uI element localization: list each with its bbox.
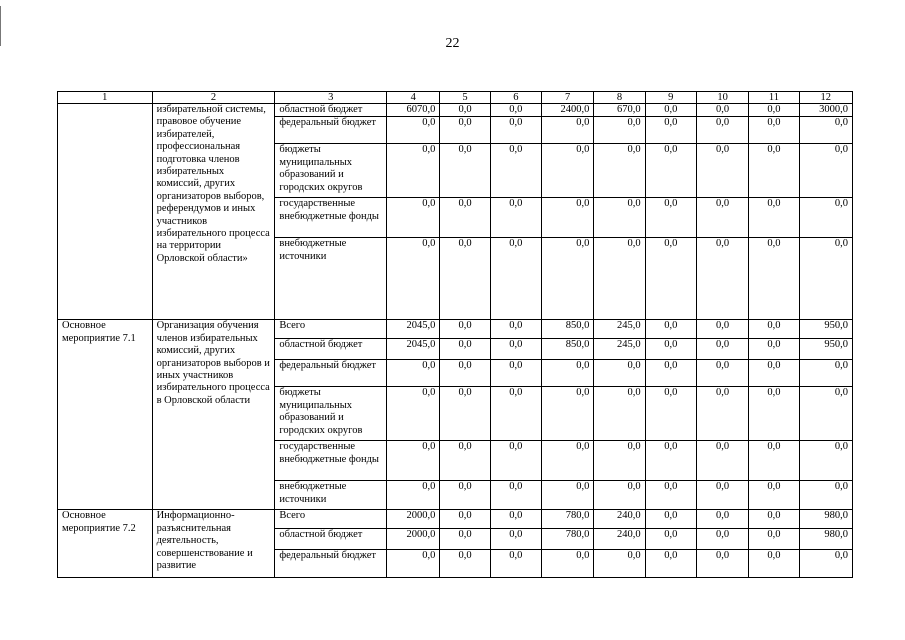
- amount-cell: 0,0: [490, 360, 541, 387]
- amount-cell: 0,0: [440, 339, 490, 360]
- amount-cell: 0,0: [594, 387, 645, 441]
- amount-cell: 850,0: [542, 320, 594, 339]
- amount-cell: 0,0: [594, 550, 645, 578]
- amount-cell: 0,0: [645, 441, 696, 481]
- amount-cell: 240,0: [594, 510, 645, 529]
- header-cell: 10: [696, 92, 748, 104]
- amount-cell: 0,0: [645, 117, 696, 144]
- amount-cell: 0,0: [749, 144, 799, 198]
- amount-cell: 0,0: [799, 481, 852, 510]
- amount-cell: 0,0: [440, 360, 490, 387]
- header-cell: 6: [490, 92, 541, 104]
- amount-cell: 0,0: [799, 387, 852, 441]
- amount-cell: 2045,0: [387, 339, 440, 360]
- funding-source-cell: Всего: [275, 510, 387, 529]
- amount-cell: 0,0: [542, 387, 594, 441]
- amount-cell: 0,0: [542, 144, 594, 198]
- amount-cell: 0,0: [645, 144, 696, 198]
- amount-cell: 0,0: [387, 550, 440, 578]
- table-body: [58, 104, 853, 578]
- table-row: [58, 510, 853, 529]
- amount-cell: 0,0: [799, 117, 852, 144]
- amount-cell: 0,0: [387, 360, 440, 387]
- amount-cell: 0,0: [696, 360, 748, 387]
- amount-cell: 0,0: [696, 320, 748, 339]
- amount-cell: 0,0: [387, 441, 440, 481]
- amount-cell: 0,0: [387, 238, 440, 320]
- funding-source-cell: бюджеты муниципальных образований и городских округов: [275, 144, 387, 198]
- header-row: [58, 92, 853, 104]
- amount-cell: 0,0: [696, 481, 748, 510]
- amount-cell: 0,0: [645, 238, 696, 320]
- amount-cell: 0,0: [749, 198, 799, 238]
- header-cell: 4: [387, 92, 440, 104]
- amount-cell: 0,0: [645, 481, 696, 510]
- amount-cell: 0,0: [440, 320, 490, 339]
- activity-code-cell: [58, 104, 153, 320]
- amount-cell: 0,0: [490, 117, 541, 144]
- amount-cell: 0,0: [749, 117, 799, 144]
- amount-cell: 0,0: [594, 198, 645, 238]
- amount-cell: 0,0: [696, 238, 748, 320]
- activity-code-cell: Основное мероприятие 7.1: [58, 320, 153, 510]
- amount-cell: 0,0: [749, 481, 799, 510]
- amount-cell: 0,0: [490, 238, 541, 320]
- amount-cell: 0,0: [490, 320, 541, 339]
- amount-cell: 0,0: [542, 360, 594, 387]
- amount-cell: 0,0: [749, 550, 799, 578]
- amount-cell: 0,0: [542, 550, 594, 578]
- amount-cell: 0,0: [696, 510, 748, 529]
- amount-cell: 0,0: [440, 117, 490, 144]
- funding-source-cell: федеральный бюджет: [275, 360, 387, 387]
- amount-cell: 0,0: [542, 481, 594, 510]
- funding-source-cell: государственные внебюджетные фонды: [275, 198, 387, 238]
- amount-cell: 0,0: [645, 550, 696, 578]
- amount-cell: 0,0: [490, 144, 541, 198]
- amount-cell: 0,0: [490, 550, 541, 578]
- amount-cell: 0,0: [440, 510, 490, 529]
- amount-cell: 0,0: [799, 198, 852, 238]
- amount-cell: 0,0: [749, 320, 799, 339]
- activity-name-cell: Информационно-разъяснительная деятельность, совершенствование и развитие: [152, 510, 275, 578]
- funding-source-cell: внебюджетные источники: [275, 481, 387, 510]
- amount-cell: 0,0: [749, 387, 799, 441]
- amount-cell: 2400,0: [542, 104, 594, 117]
- amount-cell: 0,0: [696, 339, 748, 360]
- amount-cell: 0,0: [749, 441, 799, 481]
- amount-cell: 0,0: [440, 529, 490, 550]
- amount-cell: 0,0: [542, 198, 594, 238]
- header-cell: 11: [749, 92, 799, 104]
- funding-source-cell: федеральный бюджет: [275, 550, 387, 578]
- amount-cell: 0,0: [440, 387, 490, 441]
- amount-cell: 0,0: [645, 529, 696, 550]
- amount-cell: 0,0: [387, 481, 440, 510]
- funding-source-cell: областной бюджет: [275, 529, 387, 550]
- header-cell: 8: [594, 92, 645, 104]
- amount-cell: 0,0: [594, 481, 645, 510]
- amount-cell: 2045,0: [387, 320, 440, 339]
- activity-name-cell: избирательной системы, правовое обучение избирателей, профессиональная подготовка членов избирательных комиссий, других организаторов выборов, референдумов и иных участников избирательного процесса на территории Орловской области»: [152, 104, 275, 320]
- amount-cell: 0,0: [542, 441, 594, 481]
- amount-cell: 0,0: [799, 360, 852, 387]
- activity-code-cell: Основное мероприятие 7.2: [58, 510, 153, 578]
- amount-cell: 0,0: [696, 117, 748, 144]
- page-number: 22: [445, 36, 460, 51]
- amount-cell: 0,0: [440, 550, 490, 578]
- amount-cell: 980,0: [799, 529, 852, 550]
- amount-cell: 0,0: [749, 104, 799, 117]
- header-cell: 12: [799, 92, 852, 104]
- amount-cell: 0,0: [594, 144, 645, 198]
- amount-cell: 0,0: [490, 339, 541, 360]
- amount-cell: 2000,0: [387, 529, 440, 550]
- amount-cell: 0,0: [696, 529, 748, 550]
- amount-cell: 0,0: [645, 339, 696, 360]
- amount-cell: 0,0: [440, 481, 490, 510]
- amount-cell: 0,0: [490, 441, 541, 481]
- funding-source-cell: бюджеты муниципальных образований и городских округов: [275, 387, 387, 441]
- amount-cell: 0,0: [387, 387, 440, 441]
- amount-cell: 0,0: [645, 387, 696, 441]
- amount-cell: 950,0: [799, 320, 852, 339]
- amount-cell: 0,0: [749, 238, 799, 320]
- header-cell: 3: [275, 92, 387, 104]
- amount-cell: 0,0: [749, 510, 799, 529]
- amount-cell: 0,0: [696, 198, 748, 238]
- amount-cell: 3000,0: [799, 104, 852, 117]
- amount-cell: 245,0: [594, 320, 645, 339]
- amount-cell: 0,0: [696, 104, 748, 117]
- amount-cell: 780,0: [542, 529, 594, 550]
- amount-cell: 850,0: [542, 339, 594, 360]
- amount-cell: 0,0: [594, 360, 645, 387]
- amount-cell: 0,0: [440, 441, 490, 481]
- amount-cell: 0,0: [490, 481, 541, 510]
- funding-source-cell: областной бюджет: [275, 339, 387, 360]
- amount-cell: 0,0: [696, 441, 748, 481]
- funding-source-cell: государственные внебюджетные фонды: [275, 441, 387, 481]
- amount-cell: 0,0: [799, 441, 852, 481]
- header-cell: 9: [645, 92, 696, 104]
- amount-cell: 0,0: [749, 360, 799, 387]
- amount-cell: 0,0: [490, 510, 541, 529]
- amount-cell: 0,0: [799, 144, 852, 198]
- header-cell: 2: [152, 92, 275, 104]
- header-cell: 1: [58, 92, 153, 104]
- amount-cell: 950,0: [799, 339, 852, 360]
- header-cell: 7: [542, 92, 594, 104]
- amount-cell: 0,0: [749, 339, 799, 360]
- amount-cell: 245,0: [594, 339, 645, 360]
- amount-cell: 0,0: [645, 104, 696, 117]
- amount-cell: 0,0: [490, 198, 541, 238]
- amount-cell: 0,0: [799, 238, 852, 320]
- amount-cell: 0,0: [387, 144, 440, 198]
- amount-cell: 0,0: [542, 238, 594, 320]
- amount-cell: 0,0: [440, 198, 490, 238]
- funding-source-cell: федеральный бюджет: [275, 117, 387, 144]
- amount-cell: 0,0: [490, 104, 541, 117]
- amount-cell: 0,0: [542, 117, 594, 144]
- amount-cell: 0,0: [387, 117, 440, 144]
- amount-cell: 0,0: [490, 387, 541, 441]
- funding-source-cell: Всего: [275, 320, 387, 339]
- header-cell: 5: [440, 92, 490, 104]
- funding-source-cell: внебюджетные источники: [275, 238, 387, 320]
- amount-cell: 0,0: [594, 117, 645, 144]
- amount-cell: 0,0: [387, 198, 440, 238]
- amount-cell: 0,0: [645, 198, 696, 238]
- table-row: [58, 104, 853, 117]
- amount-cell: 670,0: [594, 104, 645, 117]
- amount-cell: 0,0: [696, 387, 748, 441]
- amount-cell: 0,0: [490, 529, 541, 550]
- amount-cell: 2000,0: [387, 510, 440, 529]
- amount-cell: 240,0: [594, 529, 645, 550]
- table-row: [58, 320, 853, 339]
- amount-cell: 0,0: [594, 238, 645, 320]
- amount-cell: 0,0: [645, 510, 696, 529]
- amount-cell: 0,0: [645, 320, 696, 339]
- amount-cell: 6070,0: [387, 104, 440, 117]
- amount-cell: 980,0: [799, 510, 852, 529]
- amount-cell: 0,0: [749, 529, 799, 550]
- amount-cell: 0,0: [440, 238, 490, 320]
- amount-cell: 0,0: [645, 360, 696, 387]
- budget-table: [57, 91, 853, 578]
- amount-cell: 0,0: [594, 441, 645, 481]
- amount-cell: 0,0: [799, 550, 852, 578]
- amount-cell: 0,0: [696, 550, 748, 578]
- amount-cell: 0,0: [696, 144, 748, 198]
- amount-cell: 0,0: [440, 144, 490, 198]
- amount-cell: 780,0: [542, 510, 594, 529]
- funding-source-cell: областной бюджет: [275, 104, 387, 117]
- activity-name-cell: Организация обучения членов избирательных комиссий, других организаторов выборов и иных участников избирательного процесса в Орловской области: [152, 320, 275, 510]
- amount-cell: 0,0: [440, 104, 490, 117]
